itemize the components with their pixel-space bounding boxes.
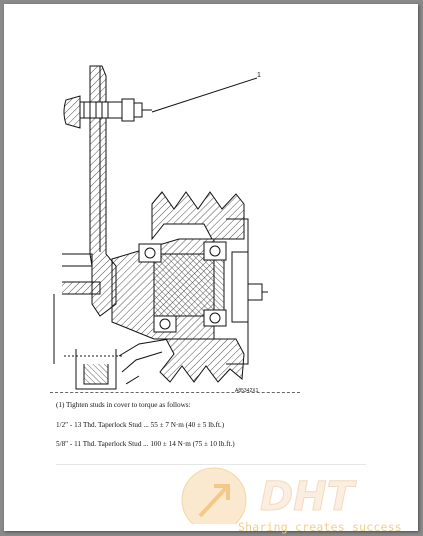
pulley-assembly-diagram [4, 4, 418, 394]
instruction-caption: (1) Tighten studs in cover to torque as follows: [56, 401, 191, 409]
callout-number: 1 [257, 72, 261, 79]
watermark-graphic [172, 464, 422, 524]
spec-line-half-inch: 1/2" - 13 Thd. Taperlock Stud ... 55 ± 7 N·m (40 ± 5 lb.ft.) [56, 421, 225, 429]
section-divider [50, 392, 300, 393]
spec-line-five-eighths: 5/8" - 11 Thd. Taperlock Stud ... 100 ± 14 N·m (75 ± 10 lb.ft.) [56, 440, 235, 448]
watermark-brand-mark: DHT [260, 474, 354, 520]
watermark-slogan: Sharing creates success [238, 520, 402, 534]
figure-id: A85342X1 [235, 388, 259, 394]
watermark-logo [172, 464, 422, 536]
document-page [4, 4, 418, 534]
